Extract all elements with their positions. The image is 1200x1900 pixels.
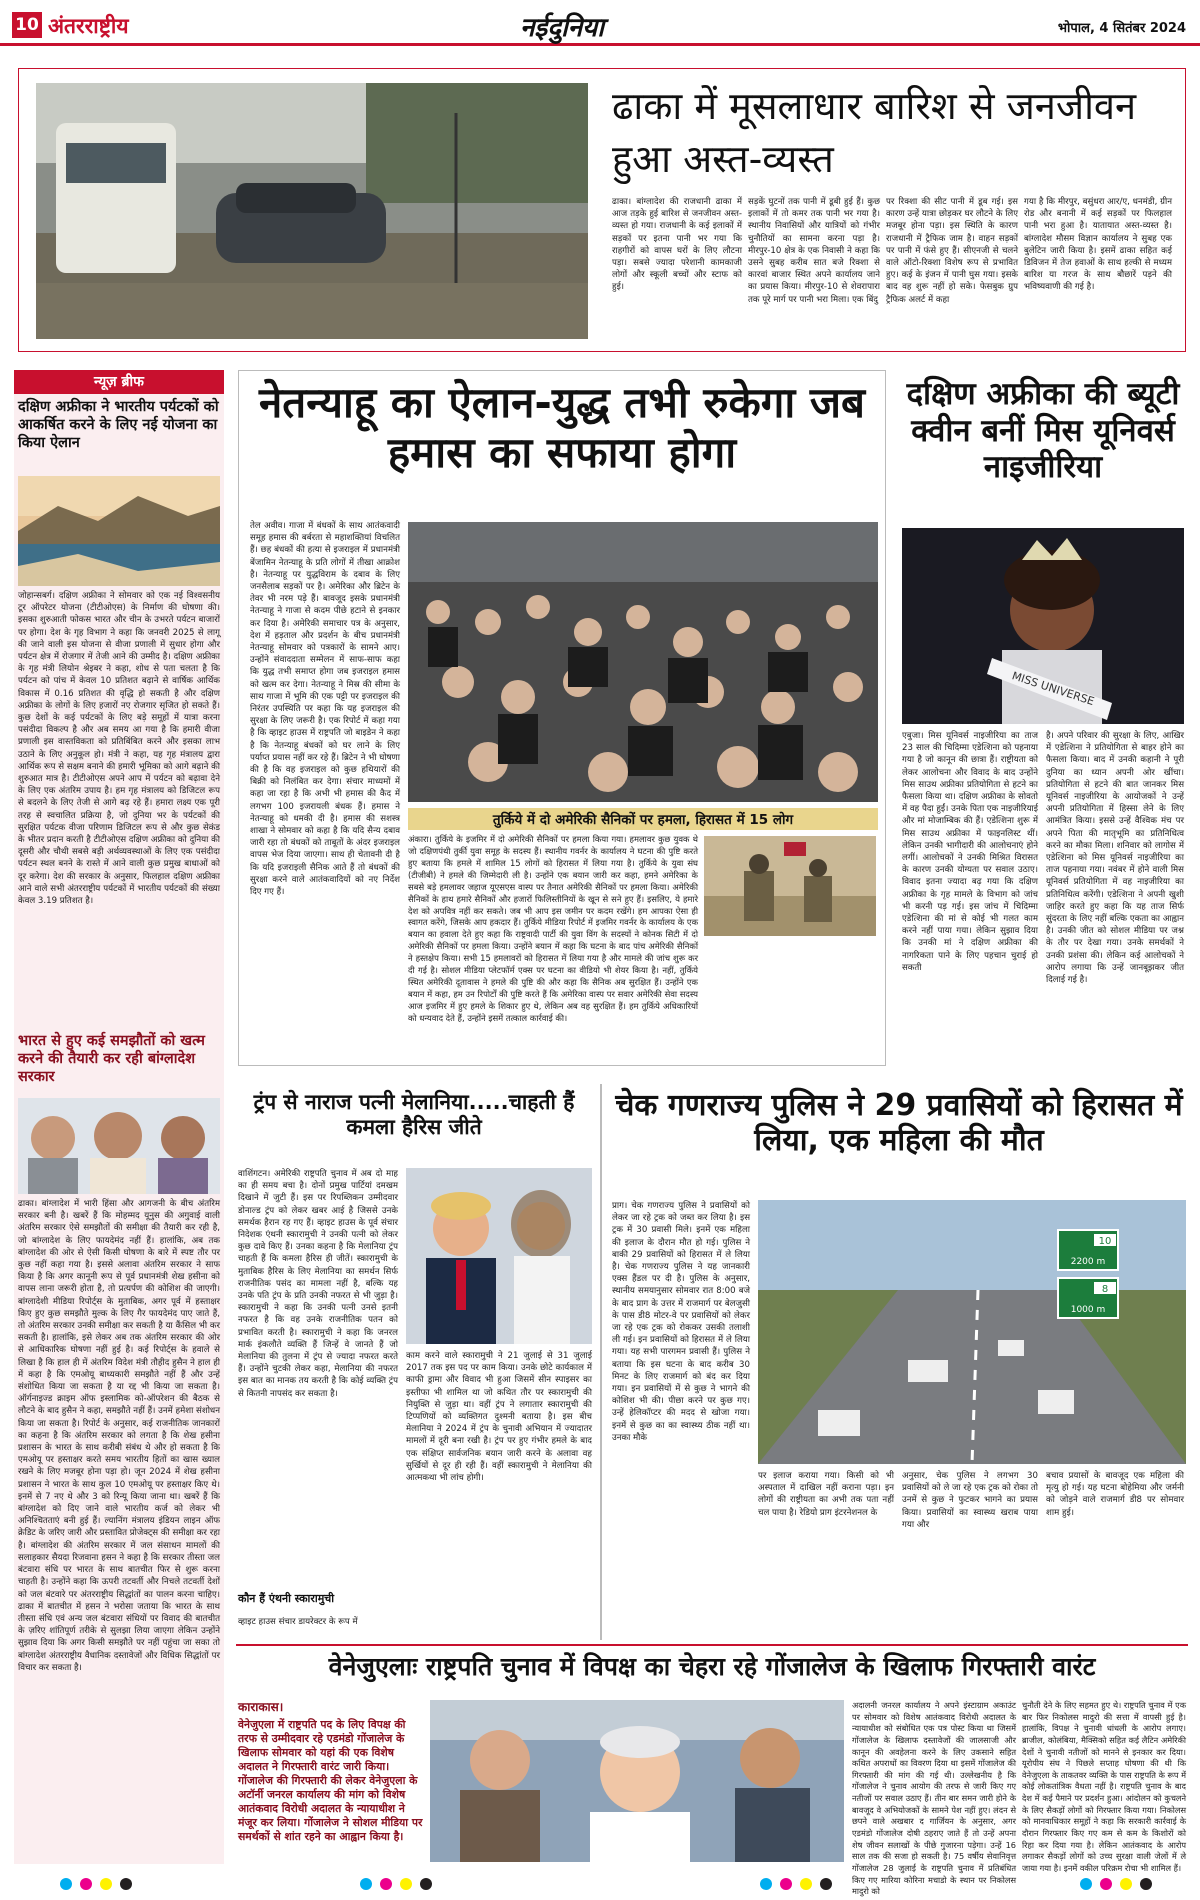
nigeria-headline: दक्षिण अफ्रीका की ब्यूटी क्वीन बनीं मिस यूनिवर्स नाइजीरिया: [906, 376, 1180, 486]
section-title: अंतरराष्ट्रीय: [48, 14, 129, 38]
dhaka-flood-photo: [36, 83, 588, 339]
gonzalez-photo: [430, 1700, 844, 1862]
dhaka-col-4: गया है कि मीरपुर, बसुंधरा आर/ए, धनमंडी, ग्रीन रोड और बनानी में कई सड़कों पर फिलहाल पानी भरा हुआ है। यातायात अस्त-व्यस्त है। बांग्लादेश मौसम विज्ञान कार्यालय ने सुबह एक बुलेटिन जारी किया है। इसमें ढाका सहित कई डिविजन में तेज हवाओं के साथ हल्की से मध्यम बारिश या गरज के साथ बौछारें पड़ने की भविष्यवाणी की गई है।: [1024, 197, 1172, 293]
registration-strip: [0, 1872, 1200, 1896]
venezuela-col-2: चुनौती देने के लिए सहमत हुए थे। राष्ट्रपति चुनाव में एक बार फिर निकोलस मादुरो की सत्ता में वापसी हुई है। हालांकि, विपक्ष ने चुनावी धांधली के आरोप लगाए। ब्राजील, कोलंबिया, मैक्सिको सहित कई लैटिन अमेरिकी देशों ने चुनावी नतीजों को मानने से इनकार कर दिया। यूरोपीय संघ ने पिछले सप्ताह घोषणा की थी कि वेनेजुएला के ताकतवर व्यक्ति के पास राष्ट्रपति के रूप में कोई लोकतांत्रिक वैधता नहीं है। राष्ट्रपति चुनाव के बाद देश में कई पैमाने पर प्रदर्शन हुआ। आंदोलन को कुचलने के लिए सैकड़ों लोगों को गिरफ्तार किया गया। निकोलस को मानवाधिकार समूहों ने कहा कि सरकारी कार्रवाई के दौरान गिरफ्तार किए गए कम से कम के किशोरों को रिहा कर दिया गया है। लेकिन आतंकवाद के आरोप लगाकर सैकड़ों लोगों को उच्च सुरक्षा वाली जेलों में ले जाया गया है। इनमें वकील परिक्रम रोचा भी शामिल हैं।: [1022, 1700, 1186, 1873]
nigeria-col-2: है। अपने परिवार की सुरक्षा के लिए, आखिर में एडेत्शिना ने प्रतियोगिता से बाहर होने का फैसला किया। बाद में उनकी कहानी ने पूरी दुनिया का ध्यान अपनी ओर खींचा। प्रतियोगिता से हटने की बात जानकर मिस यूनिवर्स नाइजीरिया के आयोजकों ने उन्हें अपनी प्रतियोगिता में हिस्सा लेने के लिए आमंत्रित किया। इससे उन्हें वैश्विक मंच पर अपने पिता की मातृभूमि का प्रतिनिधित्व करने का मौका मिला। शनिवार को लागोस में एडेत्शिना को मिस यूनिवर्स नाइजीरिया का ताज पहनाया गया। नवंबर में होने वाली मिस यूनिवर्स प्रतियोगिता में वह नाइजीरिया का प्रतिनिधित्व करेंगी। एडेत्शिना ने अपनी खुशी जाहिर करते हुए कहा कि यह ताज सिर्फ सुंदरता के लिए नहीं बल्कि एकता का आह्वान है। उनकी जीत को सोशल मीडिया पर जश्न के तौर पर देखा गया। उनके समर्थकों ने उनकी प्रशंसा की। लेकिन कई आलोचकों ने आरोप लगाया कि उन्हें जानबूझकर जीत दिलाई गई है।: [1046, 731, 1184, 986]
registration-dot: [100, 1878, 112, 1890]
registration-dot: [1140, 1878, 1152, 1890]
sign-1-number: 10: [1098, 1236, 1112, 1247]
sign-2-number: 8: [1101, 1284, 1109, 1295]
venezuela-rule: [236, 1644, 1188, 1646]
czech-col-4: बचाव प्रयासों के बावजूद एक महिला की मृत्यु हो गई। यह घटना बोहेमिया और जर्मनी को जोड़ने वाले राजमार्ग डी8 पर सोमवार शाम हुई।: [1046, 1471, 1184, 1518]
brief-2-body: ढाका। बांग्लादेश में भारी हिंसा और आगजनी के बीच अंतरिम सरकार बनी है। खबरें हैं कि मोहम्मद यूनुस की अगुवाई वाली अंतरिम सरकार ऐसे समझौतों की समीक्षा की तैयारी कर रही है, जो बांग्लादेश के लिए फायदेमंद नहीं हैं। हालांकि, अब तक बांग्लादेश की ओर से ऐसी किसी घोषणा के बारे में स्पष्ट तौर पर कुछ नहीं कहा गया है। इससे अलावा अंतरिम सरकार ने साफ किया है कि अगर कानूनी रूप से पूर्व प्रधानमंत्री शेख हसीना को वापस लाना जरूरी होता है, तो प्रत्यर्पण की कोशिश की जाएगी। बांग्लादेशी मीडिया रिपोर्ट्स के मुताबिक, अगर पूर्व में हस्ताक्षर किए हुए कुछ समझौते मुल्क के लिए गैर फायदेमंद पाए जाते हैं, तो अंतरिम सरकार उनकी समीक्षा कर सकती है या कैंसिल भी कर सकती है। हालांकि, इसे लेकर अब तक अंतरिम सरकार की ओर से आधिकारिक घोषणा नहीं हुई है। कई रिपोर्ट्स के हवाले से लिखा है कि हाल ही में अंतरिम विदेश मंत्री तौहीद हुसैन ने हाल ही में कहा है कि एमओयू बाध्यकारी समझौते नहीं हैं और उन्हें संशोधित किया जा सकता है या रद्द भी किया जा सकता है। ऑर्गनाइज्ड क्राइम ऑफ इस्लामिक को-ऑपरेशन की बैठक से लौटने के बाद हुसैन ने कहा, समझौते नहीं हैं। उनमें हमेशा संशोधन किया जा सकता है। रिपोर्ट के अनुसार, कई राजनीतिक जानकारों का कहना है कि अंतरिम सरकार को लगता है कि शेख हसीना प्रशासन के भारत के साथ करीबी संबंध थे और हो सकता है कि एमओयू पर हस्ताक्षर करते समय भारतीय हितों का खास ख्याल रखने के लिए मजबूर होना पड़ा हो। जून 2024 में शेख हसीना प्रशासन ने भारत के साथ कुल 10 एमओयू पर हस्ताक्षर किए थे। इनमें से 7 नए थे और 3 को रिन्यू किया जाना था। खबरें हैं कि बांग्लादेश को दिए जाने वाले भारतीय कर्ज को लेकर भी अनिश्चितताएं बनी हुई हैं। ल्यानिंग मंत्रालय इंडियन लाइन ऑफ क्रेडिट के जरिए जारी और प्रस्तावित प्रोजेक्ट्स की समीक्षा कर रहा है। बांग्लादेश की अंतरिम सरकार में जल संसाधन मामलों की सलाहकार सैयदा रिजवाना हसन ने कहा है कि सरकार तीस्ता जल बंटवारा संधि पर भारत के साथ बातचीत फिर से शुरू करना चाहती है। उन्होंने कहा कि ऊपरी तटवर्ती और निचले तटवर्ती देशों को जल बंटवारे पर अंतरराष्ट्रीय सिद्धांतों का पालन करना चाहिए। ढाका में बातचीत में हसन ने भरोसा जताया कि भारत के साथ तीस्ता संधि एवं अन्य जल बंटवारा संधियों पर विवाद की बातचीत के ज़रिए शांतिपूर्ण तरीके से सुलझा लिया जाएगा लेकिन उन्होंने सुझाव दिया कि अगर किसी समझौते पर नहीं पहुंचा जा सका तो बांग्लादेश अंतरराष्ट्रीय वैधानिक दस्तावेजों और विधिक सिद्धांतों पर विचार कर सकता है।: [18, 1199, 220, 1673]
page-header: [0, 0, 1200, 46]
soldiers-photo: [704, 836, 876, 936]
dhaka-col-3: पर रिक्शा की सीट पानी में डूब गई। इस कारण उन्हें यात्रा छोड़कर घर लौटने के लिए मजबूर होना पड़ा। इस स्थिति के कारण राजधानी में ट्रैफिक जाम है। वाहन सड़कों पर पानी में फंसे हुए हैं। सीएनजी से चलने वाले ऑटो-रिक्शा विशेष रूप से प्रभावित हुए। कई के इंजन में पानी घुस गया। इसके बाद वह शुरू नहीं हो सके। फेसबुक ग्रुप ट्रैफिक अलर्ट में कहा: [886, 197, 1018, 305]
registration-dot: [420, 1878, 432, 1890]
sign-1-distance: 2200 m: [1070, 1257, 1106, 1267]
czech-col-2: पर इलाज कराया गया। किसी को भी अस्पताल में दाखिल नहीं कराना पड़ा। इन लोगों की राष्ट्रीयता का अभी तक पता नहीं चल पाया है। रेडियो प्राग इंटरनेशनल के: [758, 1471, 894, 1518]
registration-dot: [820, 1878, 832, 1890]
turkey-body: अंकारा। तुर्किये के इजमिर में दो अमेरिकी सैनिकों पर हमला किया गया। हमलावर कुछ युवक थे जो दक्षिणपंथी तुर्की युवा समूह के सदस्य हैं। स्थानीय गवर्नर के कार्यालय ने घटना की पुष्टि करते हुए बताया कि हमले में शामिल 15 लोगों को हिरासत में लिया गया है। तुर्किये के युवा संघ (टीजीबी) ने हमले की जिम्मेदारी ली है। उन्होंने एक बयान जारी कर कहा, हमने अमेरिका के सबसे बड़े हमलावर जहाज यूएसएस वास्प पर तैनात अमेरिकी सैनिकों पर हमला किया। अमेरिकी सैनिकों के हाथ हमारे सैनिकों और हजारों फिलिस्तीनियों के खून से सने हुए हैं। इसलिए, ये हमारे देश को अपवित्र नहीं कर सकते। जब भी आप इस जमीन पर कदम रखेंगे। हम आपका ऐसा ही स्वागत करेंगे, जिसके आप हकदार हैं। तुर्किये मीडिया रिपोर्ट में इजमिर गवर्नर के कार्यालय के एक बयान का हवाला देते हुए कहा कि राष्ट्रवादी पार्टी की युवा विंग के सदस्यों ने कोनक सिटी में दो अमेरिकी सैनिकों पर हमला किया। उन्होंने बयान में कहा कि घटना के बाद पांच अमेरिकी सैनिकों ने हस्तक्षेप किया। सभी 15 हमलावरों को हिरासत में लिया गया है और मामले की जांच शुरू कर दी गई है। सोशल मीडिया प्लेटफॉर्म एक्स पर घटना का वीडियो भी शेयर किया है। नहीं, तुर्किये स्थित अमेरिकी दूतावास ने हमले की पुष्टि की और कहा कि सैनिक अब सुरक्षित हैं। उन्होंने एक बयान में कहा, हम उन रिपोर्टों की पुष्टि करते हैं कि अमेरिका वास्प पर सवार अमेरिकी सेवा सदस्य आज इजमिर में हुए हमले के शिकार हुए थे, लेकिन अब वह सुरक्षित हैं। हम तुर्किये अधिकारियों को धन्यवाद देते हैं, उन्होंने इसमें तत्काल कार्रवाई की।: [408, 834, 698, 1023]
highway-photo: [758, 1200, 1186, 1464]
dhaka-col-1: ढाका। बांग्लादेश की राजधानी ढाका में आज तड़के हुई बारिश से जनजीवन अस्त-व्यस्त हो गया। राजधानी के कई इलाकों में सड़कों पर इतना पानी भर गया कि राहगीरों को वापस घरों के लिए लौटना पड़ा। सबसे ज्यादा परेशानी कामकाजी लोगों और स्कूली बच्चों और स्टाफ को हुई।: [612, 197, 742, 293]
registration-dot: [120, 1878, 132, 1890]
registration-dot: [1100, 1878, 1112, 1890]
netanyahu-headline: नेतन्याहू का ऐलान-युद्ध तभी रुकेगा जब हमास का सफाया होगा: [258, 378, 866, 477]
news-brief-head: न्यूज़ ब्रीफ: [14, 370, 224, 394]
czech-col-3: अनुसार, चेक पुलिस ने लगभग 30 प्रवासियों को ले जा रहे एक ट्रक को रोका तो उनमें से कुछ ने फुटकर भागने का प्रयास किया। प्रवासियों का स्वास्थ्य खराब पाया गया और: [902, 1471, 1038, 1530]
registration-dot: [1080, 1878, 1092, 1890]
coast-photo: [18, 476, 220, 586]
page-number: 10: [12, 12, 42, 38]
venezuela-headline: वेनेजुएलाः राष्ट्रपति चुनाव में विपक्ष का चेहरा रहे गोंजालेज के खिलाफ गिरफ्तारी वारंट: [328, 1652, 1096, 1681]
trump-melania-photo: [406, 1168, 592, 1344]
registration-dot: [800, 1878, 812, 1890]
sash-text: MISS UNIVERSE: [1010, 669, 1096, 709]
turkey-sub-headline: तुर्किये में दो अमेरिकी सैनिकों पर हमला, हिरासत में 15 लोग: [492, 812, 794, 828]
registration-dot: [380, 1878, 392, 1890]
leaders-photo: [18, 1098, 220, 1194]
venezuela-lead: वेनेजुएला में राष्ट्रपति पद के लिए विपक्ष की तरफ से उम्मीदवार रहे एडमंडो गोंजालेज के खिलाफ सोमवार को यहां की एक विशेष अदालत ने गिरफ्तारी वारंट जारी किया। गोंजालेज की गिरफ्तारी की लेकर वेनेजुएला के अटॉर्नी जनरल कार्यालय की मांग को विशेष आतंकवाद विरोधी अदालत के न्यायाधीश ने मंजूर कर लिया। गोंजालेज ने सोशल मीडिया पर समर्थकों से शांत रहने का आह्वान किया है।: [238, 1718, 423, 1844]
registration-dot: [1120, 1878, 1132, 1890]
registration-dot: [400, 1878, 412, 1890]
newspaper-logo: नईदुनिया: [520, 13, 604, 43]
registration-dot: [80, 1878, 92, 1890]
registration-dot: [60, 1878, 72, 1890]
melania-col-1: वाशिंगटन। अमेरिकी राष्ट्रपति चुनाव में अब दो माह का ही समय बचा है। दोनों प्रमुख पार्टियां दमखम दिखाने में जुटी हैं। इस पर रिपब्लिकन उम्मीदवार डोनाल्ड ट्रंप को लेकर खबर आई है जिससे उनके समर्थक हैरान रह गए हैं। व्हाइट हाउस के पूर्व संचार निदेशक एंथनी स्कारामुची ने उनकी पत्नी को लेकर कुछ दावे किए हैं। उनका कहना है कि मेलानिया ट्रंप चाहती हैं कि कमला हैरिस ही जीतें। स्कारामुची के मुताबिक हैरिस के लिए मेलानिया का समर्थन सिर्फ राजनीतिक पसंद का मामला नहीं है, बल्कि यह उनके पति ट्रंप के प्रति उनकी नफरत से भी जुड़ा है। स्कारामुची ने कहा कि उनकी पत्नी उनसे इतनी नफरत है कि वह उनके राजनीतिक पतन को प्रभावित करती है। स्कारामुची ने कहा कि जनरल मार्क इंकलौते व्यक्ति हैं जिन्हें वे जानते हैं जो मेलानिया की तुलना में ट्रंप से ज्यादा नफरत करते हैं। उन्होंने चुटकी लेकर कहा, मेलानिया की नफरत इस बात का मानक तय करती है कि कोई व्यक्ति ट्रंप से कितनी नापसंद कर सकता है।: [238, 1169, 398, 1399]
nigeria-col-1: एबुजा। मिस यूनिवर्स नाइजीरिया का ताज 23 साल की चिदिम्मा एडेत्शिना को पहनाया गया है जो कानून की छात्रा हैं। राष्ट्रीयता को लेकर आलोचना और विवाद के बाद उन्होंने मिस साउथ अफ्रीका प्रतियोगिता से हटने का फैसला किया था। दक्षिण अफ्रीका के सोवतो में वह पैदा हुईं। उनके पिता एक नाइजीरियाई और मां मोजाम्बिक की हैं। एडेत्शिना शुरू में मिस साउथ अफ्रीका में फाइनलिस्ट थीं। लेकिन उनकी भागीदारी की आलोचनाएं होने लगीं। आलोचकों ने उनकी मिश्रित विरासत के कारण उनकी योग्यता पर सवाल उठाए। विवाद इतना ज्यादा बढ़ गया कि दक्षिण अफ्रीका के गृह मामले के विभाग को जांच भी करनी पड़ गई। इस जांच में चिदिम्मा एडेत्शिना की मां से कोई भी गलत काम करने नहीं पाया गया। लेकिन सुझाव दिया कि उनकी मां ने दक्षिण अफ्रीका की नागरिकता पाने के लिए पहचान चुराई हो सकती: [902, 731, 1038, 973]
sign-2-distance: 1000 m: [1070, 1305, 1106, 1315]
brief-1-body: जोहान्सबर्ग। दक्षिण अफ्रीका ने सोमवार को एक नई विश्वसनीय टूर ऑपरेटर योजना (टीटीओएस) के निर्माण की घोषणा की। इसका शुरुआती फोकस भारत और चीन के उभरते पर्यटन बाजारों पर होगा। देश के गृह विभाग ने कहा कि जनवरी 2025 से लागू की जाने वाली इस योजना से वीजा प्रणाली में सुधार होगा और पर्यटन क्षेत्र में रोजगार में तेजी आने की उम्मीद है। दक्षिण अफ्रीका के गृह मंत्री लियोन श्रेइबर ने कहा, शोध से पता चलता है कि पर्यटन को पांच में केवल 10 प्रतिशत बढ़ाने से वार्षिक आर्थिक विकास में 0.16 प्रतिशत की वृद्धि हो सकती है और दक्षिण अफ्रीका के लोगों के लिए हजारों नए रोजगार सृजित हो सकते हैं। कुछ देशों के कई पर्यटकों के लिए बड़े समूहों में यात्रा करना पसंदीदा विकल्प है और अब समय आ गया है कि हमारी वीजा प्रणाली इस वास्तविकता को प्रतिबिंबित करने और इसका लाभ उठाने के लिए अनुकूल हो। मंत्री ने कहा, यह गृह मंत्रालय द्वारा आर्थिक रूप से सक्षम बनाने की हमारी भूमिका को आगे बढ़ाने की शुरुआत मात्र है। टीटीओएस अपने आप में पर्यटन को बढ़ावा देने के लिए एक अंतरिम उपाय है। हम गृह मंत्रालय को डिजिटल रूप से बदलने के लिए तेजी से आगे बढ़ रहे हैं। हमारा लक्ष्य एक पूरी तरह से स्वचालित प्रक्रिया है, जो दुनिया भर के पर्यटकों की सुरक्षित पर्यटक वीजा परिणाम डिजिटल रूप से और कुछ सेकंड के भीतर प्रदान करती है टीटीओएस दक्षिण अफ्रीका को दुनिया की दूसरी और चौथी सबसे बड़ी अर्थव्यवस्थाओं के लिए एक पसंदीदा पर्यटन स्थल बनने के रास्ते में आने वाली कुछ प्रमुख बाधाओं को दूर करेगा। देश की सरकार के अनुसार, फिलहाल दक्षिण अफ्रीका आने वाले सभी अंतरराष्ट्रीय पर्यटकों में भारतीय पर्यटकों की संख्या केवल 3.19 प्रतिशत है।: [18, 591, 220, 907]
czech-col-1: प्राग। चेक गणराज्य पुलिस ने प्रवासियों को लेकर जा रहे ट्रक को जब्त कर लिया है। इस ट्रक में 30 प्रवासी मिले। इनमें एक महिला की इलाज के दौरान मौत हो गई। पुलिस ने बाकी 29 प्रवासियों को हिरासत में ले लिया है। चेक गणराज्य पुलिस ने यह जानकारी एक्स हैंडल पर दी है। पुलिस के अनुसार, स्थानीय समयानुसार सोमवार रात 8:00 बजे के बाद प्राग के उत्तर में राजमार्ग पर बेलजुसी के पास डी8 मोटर-वे पर प्रवासियों को लेकर जा रहे एक ट्रक को रोककर उसकी तलाशी ली गई। इन प्रवासियों को हिरासत में ले लिया गया। यह सभी पारगमन प्रवासी हैं। पुलिस ने बताया कि इस घटना के बाद करीब 30 मिनट के लिए राजमार्ग को बंद कर दिया गया। इन प्रवासियों में से कुछ ने भागने की कोशिश भी की। पीछा करने पर कुछ गए। उन्हें हेलिकॉप्टर की मदद से खोजा गया। इनमें से कुछ का का स्वास्थ्य ठीक नहीं था। उनका मौके: [612, 1201, 750, 1443]
scaramucci-body: व्हाइट हाउस संचार डायरेक्टर के रूप में: [238, 1617, 358, 1627]
venezuela-col-1: अदालनी जनरल कार्यालय ने अपने इंस्टाग्राम अकाउंट पर सोमवार को विशेष आतंकवाद विरोधी अदालत के न्यायाधीश को संबोधित एक पत्र पोस्ट किया था जिसमें गोंजालेज के खिलाफ दस्तावेजों की जालसाजी और कानून की अवहेलना करने के लिए उकसाने सहित कथित अपराधों का विवरण दिया था इसमें गोंजालेज की गिरफ्तारी की मांग की गई थी। उल्लेखनीय है कि गोंजालेज ने चुनाव आयोग की तरफ से जारी किए गए नतीजों पर सवाल उठाए हैं। तीन बार समन जारी होने के बावजूद वे अभियोजकों के सामने पेश नहीं हुए। लंदन से छपने वाले अखबार द गार्जियन के अनुसार, अगर एडमंडो गोंजालेज दोषी ठहराए जाते हैं तो उन्हें अपना शेष जीवन सलाखों के पीछे गुजारना पड़ेगा। उन्हें 16 साल तक की सजा हो सकती है। 75 वर्षीय सेवानिवृत्त गोंजालेज 28 जुलाई के राष्ट्रपति चुनाव में प्रतिबंधित किए गए मारिया कोरिना मचाडो के स्थान पर निकोलस मादुरो को: [852, 1700, 1016, 1897]
melania-col-2: काम करने वाले स्कारामुची ने 21 जुलाई से 31 जुलाई 2017 तक इस पद पर काम किया। उनके छोटे कार्यकाल में काफी ड्रामा और विवाद भी हुआ जिसमें सीन स्पाइसर का इस्तीफा भी शामिल था जो कथित तौर पर स्कारामुची की नियुक्ति से जुड़ा था। वहीं ट्रंप ने लगातार स्कारामुची की टिप्पणियों को व्यक्तिगत दुश्मनी बताया है। इस बीच मेलानिया ने 2024 में ट्रंप के चुनावी अभियान में ज्यादातर मामलों में दूरी बना रखी है। ट्रंप पर हुए गंभीर हमले के बाद एक संक्षिप्त सार्वजनिक बयान जारी करने के अलावा वह सुर्खियों से दूर ही रही हैं। वहीं स्कारामुची ने मेलानिया की आत्मकथा भी लांच होगी।: [406, 1351, 592, 1484]
dhaka-headline: ढाका में मूसलाधार बारिश से जनजीवन हुआ अस्त-व्यस्त: [612, 84, 1137, 182]
column-divider: [600, 1084, 602, 1640]
miss-universe-photo: [902, 528, 1184, 724]
melania-headline: ट्रंप से नाराज पत्नी मेलानिया.....चाहती हैं कमला हैरिस जीते: [253, 1090, 575, 1139]
dhaka-col-2: सड़कें घुटनों तक पानी में डूबी हुई हैं। कुछ इलाकों में तो कमर तक पानी भर गया है। स्थानीय निवासियों और यात्रियों को गंभीर चुनौतियों का सामना करना पड़ा है। मीरपुर-10 क्षेत्र के एक निवासी ने कहा कि उसने सुबह करीब सात बजे रिक्शा से कारवां बाजार स्थित अपने कार्यालय जाने का प्रयास किया। मीरपुर-10 से शेवरापारा तक पूरे मार्ग पर पानी भरा मिला। एक बिंदु: [748, 197, 880, 305]
scaramucci-sub-head: कौन हैं एंथनी स्कारामुची: [238, 1592, 335, 1605]
registration-dot: [760, 1878, 772, 1890]
registration-dot: [780, 1878, 792, 1890]
edition-date: भोपाल, 4 सितंबर 2024: [1057, 21, 1186, 36]
czech-headline: चेक गणराज्य पुलिस ने 29 प्रवासियों को हिरासत में लिया, एक महिला की मौत: [615, 1088, 1183, 1159]
netanyahu-body: तेल अवीव। गाजा में बंधकों के साथ आतंकवादी समूह हमास की बर्बरता से महाशक्तियां विचलित हैं। छह बंधकों की हत्या से इजराइल में प्रधानमंत्री बेंजामिन नेतन्याहू के प्रति लोगों में तीखा आक्रोश है। नेतन्याहू पर युद्धविराम के दबाव के लिए जनसैलाब सड़कों पर है। अमेरिका और ब्रिटेन के तेवर भी नरम पड़े हैं। बावजूद इसके प्रधानमंत्री नेतन्याहू ने गाजा से कदम पीछे हटाने से इनकार कर दिया है। अमेरिकी समाचार पत्र के अनुसार, देश में हड़ताल और प्रदर्शन के बीच प्रधानमंत्री नेतन्याहू सोमवार को पत्रकारों के सामने आए। उन्होंने संवाददाता सम्मेलन में साफ-साफ कहा कि युद्ध तभी समाप्त होगा जब इजराइल हमास को खत्म कर देगा। नेतन्याहू ने मिस्र की सीमा के साथ गाजा में भूमि की एक पट्टी पर इजराइल की निरंतर उपस्थिति पर कहा कि यह इजराइल की सुरक्षा के लिए जरूरी है। एक रिपोर्ट में कहा गया है कि व्हाइट हाउस में राष्ट्रपति जो बाइडेन ने कहा है कि नेतन्याहू बंधकों को घर लाने के लिए पर्याप्त प्रयास नहीं कर रहे हैं। ब्रिटेन ने भी घोषणा की है कि वह इजराइल को कुछ हथियारों की बिक्री को निलंबित कर देगा। संचार माध्यमों में कहा जा रहा है कि अभी भी हमास की कैद में लगभग 100 इजरायली बंधक हैं। हमास ने नेतन्याहू को धमकी दी है। हमास की सशस्त्र शाखा ने सोमवार को कहा है कि यदि सैन्य दबाव जारी रहा तो बंधकों को ताबूतों के अंदर इजराइल वापस भेज दिया जाएगा। साथ ही चेतावनी दी है कि यदि इजराइली सैनिक आते हैं तो बंधकों की सुरक्षा करने वाले आतंकवादियों को नए निर्देश दिए गए हैं।: [250, 521, 400, 898]
brief-2-title: भारत से हुए कई समझौतों को खत्म करने की तैयारी कर रही बांग्लादेश सरकार: [18, 1033, 205, 1086]
registration-dot: [360, 1878, 372, 1890]
protest-crowd-photo: [408, 522, 878, 802]
venezuela-dateline: काराकास।: [238, 1700, 284, 1714]
brief-1-title: दक्षिण अफ्रीका ने भारतीय पर्यटकों को आकर्षित करने के लिए नई योजना का किया ऐलान: [18, 399, 219, 452]
